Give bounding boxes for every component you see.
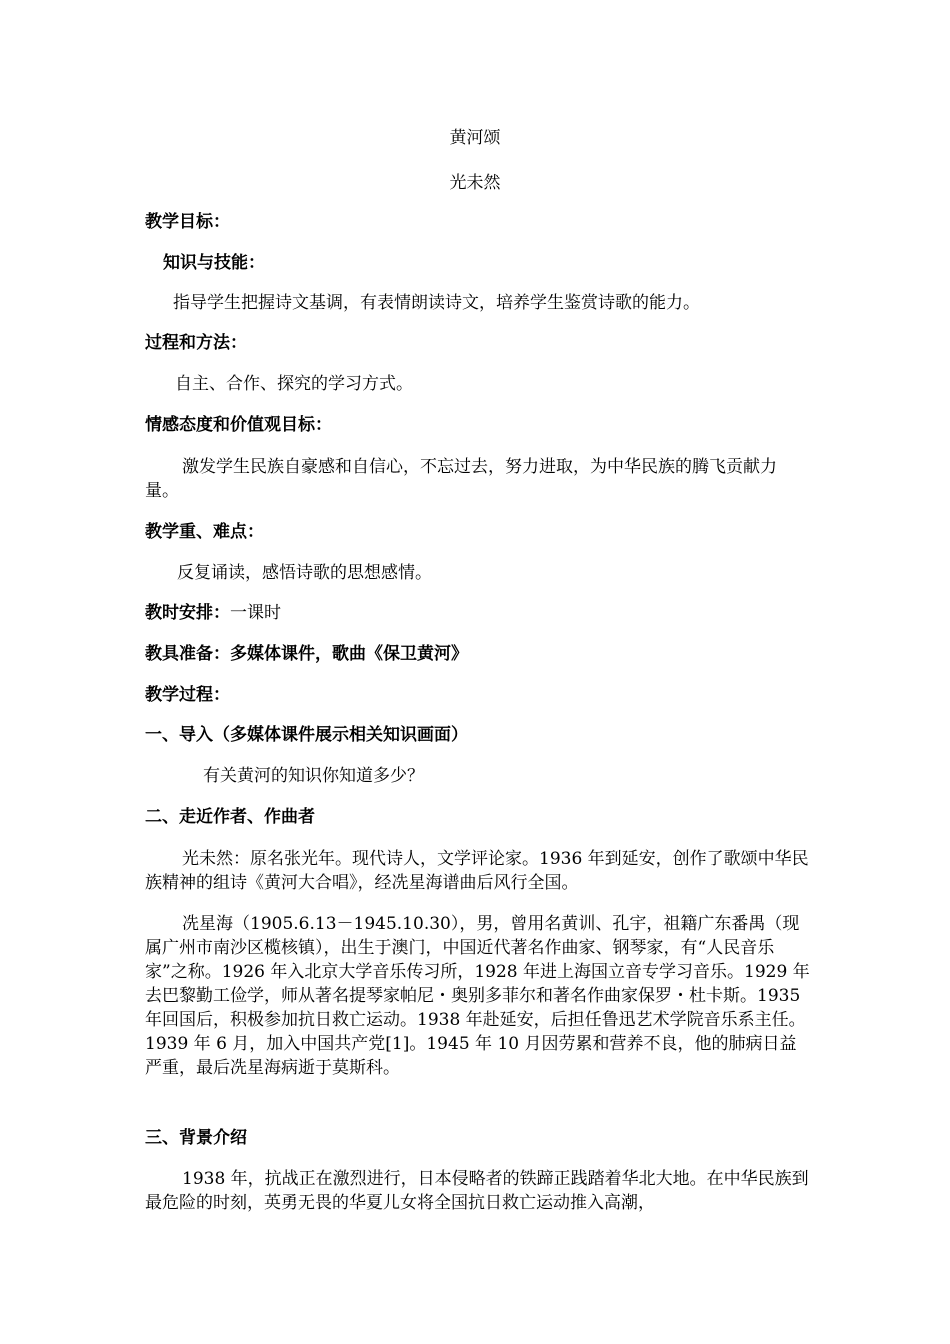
section-3-heading: 三、背景介绍 [145, 1128, 247, 1148]
process-heading: 过程和方法： [145, 333, 247, 353]
emotion-heading: 情感态度和价值观目标： [145, 415, 332, 435]
section-1-heading: 一、导入（多媒体课件展示相关知识画面） [145, 725, 468, 745]
section-1-text: 有关黄河的知识你知道多少？ [203, 766, 424, 786]
process-text: 自主、合作、探究的学习方式。 [175, 374, 413, 394]
key-points-heading: 教学重、难点： [145, 522, 264, 542]
procedure-heading: 教学过程： [145, 685, 230, 705]
teaching-tools: 教具准备：多媒体课件，歌曲《保卫黄河》 [145, 644, 468, 664]
author-intro-paragraph: 光未然：原名张光年。现代诗人，文学评论家。1936 年到延安，创作了歌颂中华民族精神的组诗《黄河大合唱》，经冼星海谱曲后风行全国。 [145, 849, 809, 893]
knowledge-text: 指导学生把握诗文基调，有表情朗读诗文，培养学生鉴赏诗歌的能力。 [173, 293, 700, 313]
goals-heading: 教学目标： [145, 212, 230, 232]
background-paragraph: 1938 年，抗战正在激烈进行，日本侵略者的铁蹄正践踏着华北大地。在中华民族到最危险的时刻，英勇无畏的华夏儿女将全国抗日救亡运动推入高潮， [145, 1169, 809, 1213]
section-2-heading: 二、走近作者、作曲者 [145, 807, 315, 827]
knowledge-heading: 知识与技能： [163, 253, 265, 273]
schedule-line [145, 601, 281, 625]
document-author: 光未然 [449, 173, 501, 193]
key-points-text: 反复诵读，感悟诗歌的思想感情。 [177, 563, 432, 583]
emotion-text: 激发学生民族自豪感和自信心，不忘过去，努力进取，为中华民族的腾飞贡献力量。 [145, 457, 777, 501]
document-title: 黄河颂 [449, 128, 501, 148]
schedule-value: 一课时 [230, 603, 281, 623]
composer-intro-paragraph: 冼星海（1905.6.13－1945.10.30），男，曾用名黄训、孔宇，祖籍广东番禺（现属广州市南沙区榄核镇），出生于澳门，中国近代著名作曲家、钢琴家，有“人民音乐家”之称。1926 年入北京大学音乐传习所，1928 年进上海国立音专学习音乐。1929 年去巴黎勤工俭学，师从著名提琴家帕尼・奥别多菲尔和著名作曲家保罗・杜卡斯。1935 年回国后，积极参加抗日救亡运动。1938 年赴延安，后担任鲁迅艺术学院音乐系主任。1939 年 6 月，加入中国共产党[1]。1945 年 10 月因劳累和营养不良，他的肺病日益严重，最后冼星海病逝于莫斯科。 [145, 914, 810, 1078]
schedule-label: 教时安排： [145, 603, 230, 623]
